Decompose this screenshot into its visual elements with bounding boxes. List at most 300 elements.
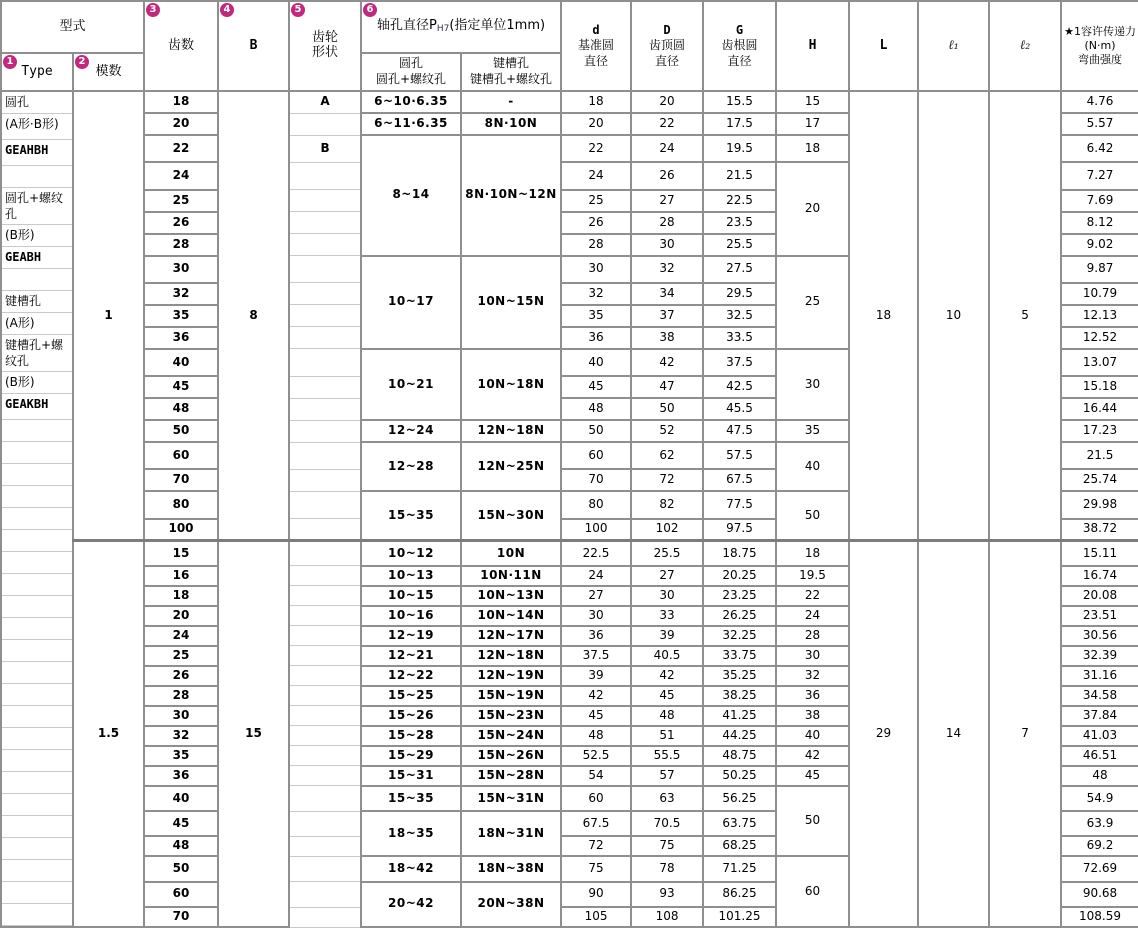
shape-cell	[289, 376, 361, 398]
header-module	[73, 53, 144, 91]
bore-round-cell: 15~25	[361, 686, 461, 706]
type-item-empty	[2, 838, 72, 860]
teeth-cell: 80	[144, 491, 218, 518]
ell2-label: ℓ₂	[1019, 37, 1031, 53]
force-cell: 38.72	[1061, 519, 1138, 541]
G-cell: 21.5	[703, 162, 776, 189]
teeth-cell: 20	[144, 606, 218, 626]
shape-cell	[289, 726, 361, 746]
teeth-cell: 48	[144, 398, 218, 420]
shape-cell	[289, 541, 361, 566]
bore-round-cell: 20~42	[361, 882, 461, 927]
shape-cell	[289, 766, 361, 786]
force-cell: 17.23	[1061, 420, 1138, 442]
bore-round-cell: 6~10·6.35	[361, 91, 461, 113]
l-label: L	[879, 37, 888, 53]
d-cell: 32	[561, 283, 631, 305]
teeth-cell: 18	[144, 91, 218, 113]
G-cell: 32.5	[703, 305, 776, 327]
D-cell: 70.5	[631, 811, 703, 836]
shape-cell	[289, 442, 361, 469]
ell1-cell: 10	[918, 91, 989, 541]
G-cell: 20.25	[703, 566, 776, 586]
bore-round-cell: 15~35	[361, 786, 461, 811]
h-cell: 17	[776, 113, 849, 135]
ell2-cell: 7	[989, 541, 1061, 927]
d-cell: 48	[561, 726, 631, 746]
type-item: 键槽孔	[2, 291, 72, 313]
bore-round-cell: 12~21	[361, 646, 461, 666]
type-item-empty	[2, 552, 72, 574]
h-cell: 18	[776, 135, 849, 162]
teeth-cell: 60	[144, 442, 218, 469]
force-cell: 9.87	[1061, 256, 1138, 283]
force-cell: 8.12	[1061, 212, 1138, 234]
teeth-cell: 26	[144, 666, 218, 686]
D-cell: 42	[631, 666, 703, 686]
D-cell: 25.5	[631, 541, 703, 566]
teeth-cell: 48	[144, 836, 218, 856]
type-item-empty	[2, 662, 72, 684]
D-cell: 48	[631, 706, 703, 726]
D-cell: 34	[631, 283, 703, 305]
force-cell: 6.42	[1061, 135, 1138, 162]
force-cell: 37.84	[1061, 706, 1138, 726]
bore-key-cell: 15N~30N	[461, 491, 561, 540]
h-cell: 50	[776, 491, 849, 540]
d-symbol: d	[592, 22, 600, 37]
D-cell: 57	[631, 766, 703, 786]
G-cell: 56.25	[703, 786, 776, 811]
h-cell: 30	[776, 646, 849, 666]
h-cell: 45	[776, 766, 849, 786]
bore-key-cell: 18N~31N	[461, 811, 561, 856]
d-cell: 36	[561, 327, 631, 349]
shape-cell	[289, 836, 361, 856]
module-label: 模数	[95, 63, 122, 79]
table-header	[1, 1, 1138, 91]
type-item-empty	[2, 860, 72, 882]
bore-key-cell: 15N~24N	[461, 726, 561, 746]
G-cell: 45.5	[703, 398, 776, 420]
d-cell: 52.5	[561, 746, 631, 766]
G-cell: 33.75	[703, 646, 776, 666]
h-cell: 22	[776, 586, 849, 606]
bore-key-cell: 20N~38N	[461, 882, 561, 927]
bore-round-line1: 圆孔	[399, 56, 424, 71]
d-cell: 90	[561, 882, 631, 907]
d-label-line1: 基准圆	[578, 38, 615, 53]
type-item-empty	[2, 508, 72, 530]
bore-key-cell: 10N·11N	[461, 566, 561, 586]
h-cell: 40	[776, 726, 849, 746]
type-item: GEABH	[2, 247, 72, 269]
h-cell: 35	[776, 420, 849, 442]
G-cell: 48.75	[703, 746, 776, 766]
d-cell: 18	[561, 91, 631, 113]
b-label: B	[249, 37, 258, 53]
l-cell: 18	[849, 91, 918, 541]
D-label-line1: 齿顶圆	[649, 38, 686, 53]
bore-key-cell: 15N~31N	[461, 786, 561, 811]
type-item-empty	[2, 596, 72, 618]
force-cell: 7.69	[1061, 190, 1138, 212]
G-cell: 71.25	[703, 856, 776, 881]
type-column-cell	[1, 91, 73, 927]
bore-key-cell: 18N~38N	[461, 856, 561, 881]
G-cell: 37.5	[703, 349, 776, 376]
bore-key-cell: 15N~26N	[461, 746, 561, 766]
badge-1-icon: 1	[3, 55, 17, 69]
force-cell: 15.18	[1061, 376, 1138, 398]
G-cell: 15.5	[703, 91, 776, 113]
type-item-empty	[2, 904, 72, 926]
bore-label-post: (指定单位1mm)	[449, 18, 546, 34]
bore-round-cell: 15~26	[361, 706, 461, 726]
D-cell: 52	[631, 420, 703, 442]
header-type	[1, 53, 73, 91]
force-cell: 90.68	[1061, 882, 1138, 907]
b-width-cell: 15	[218, 541, 289, 927]
shape-cell	[289, 113, 361, 135]
force-label-line1: ★1容许传递力	[1064, 25, 1136, 39]
teeth-cell: 15	[144, 541, 218, 566]
shape-cell	[289, 420, 361, 442]
D-cell: 26	[631, 162, 703, 189]
b-width-cell: 8	[218, 91, 289, 541]
badge-6-icon: 6	[363, 3, 377, 17]
G-cell: 18.75	[703, 541, 776, 566]
type-item-empty	[2, 420, 72, 442]
force-cell: 54.9	[1061, 786, 1138, 811]
type-item-empty	[2, 618, 72, 640]
force-cell: 20.08	[1061, 586, 1138, 606]
bore-key-cell: 12N~17N	[461, 626, 561, 646]
h-cell: 42	[776, 746, 849, 766]
shape-cell	[289, 162, 361, 189]
h-cell: 60	[776, 856, 849, 927]
D-cell: 32	[631, 256, 703, 283]
D-cell: 37	[631, 305, 703, 327]
shape-cell	[289, 469, 361, 491]
type-item: GEAHBH	[2, 140, 72, 166]
shape-cell	[289, 856, 361, 881]
bore-key-cell: 12N~25N	[461, 442, 561, 491]
teeth-cell: 50	[144, 420, 218, 442]
h-cell: 30	[776, 349, 849, 420]
shape-cell	[289, 746, 361, 766]
bore-round-cell: 6~11·6.35	[361, 113, 461, 135]
type-item-empty	[2, 772, 72, 794]
D-cell: 28	[631, 212, 703, 234]
teeth-cell: 60	[144, 882, 218, 907]
d-cell: 39	[561, 666, 631, 686]
shape-cell	[289, 907, 361, 927]
bore-key-cell: 10N~13N	[461, 586, 561, 606]
bore-round-cell: 18~35	[361, 811, 461, 856]
bore-key-line1: 键槽孔	[493, 56, 530, 71]
teeth-cell: 36	[144, 327, 218, 349]
d-cell: 25	[561, 190, 631, 212]
bore-round-cell: 10~21	[361, 349, 461, 420]
shape-cell	[289, 666, 361, 686]
h-cell: 15	[776, 91, 849, 113]
type-item-empty	[2, 442, 72, 464]
force-cell: 25.74	[1061, 469, 1138, 491]
header-G	[703, 1, 776, 91]
h-cell: 32	[776, 666, 849, 686]
d-cell: 24	[561, 566, 631, 586]
teeth-cell: 25	[144, 190, 218, 212]
teeth-cell: 35	[144, 305, 218, 327]
force-cell: 32.39	[1061, 646, 1138, 666]
h-cell: 25	[776, 256, 849, 349]
shape-cell	[289, 646, 361, 666]
D-cell: 55.5	[631, 746, 703, 766]
teeth-cell: 32	[144, 726, 218, 746]
d-cell: 30	[561, 606, 631, 626]
teeth-cell: 26	[144, 212, 218, 234]
header-bore-group	[361, 1, 561, 53]
table-body	[1, 91, 1138, 927]
D-cell: 45	[631, 686, 703, 706]
G-cell: 38.25	[703, 686, 776, 706]
bore-key-cell: 15N~23N	[461, 706, 561, 726]
D-cell: 108	[631, 907, 703, 927]
type-item: GEAKBH	[2, 394, 72, 420]
teeth-cell: 24	[144, 162, 218, 189]
header-shape	[289, 1, 361, 91]
D-cell: 40.5	[631, 646, 703, 666]
G-cell: 97.5	[703, 519, 776, 541]
header-b	[218, 1, 289, 91]
G-cell: 77.5	[703, 491, 776, 518]
D-cell: 63	[631, 786, 703, 811]
bore-key-line2: 键槽孔+螺纹孔	[469, 72, 553, 86]
h-cell: 19.5	[776, 566, 849, 586]
G-cell: 47.5	[703, 420, 776, 442]
shape-cell	[289, 606, 361, 626]
bore-key-cell: 10N~15N	[461, 256, 561, 349]
module-cell: 1	[73, 91, 144, 541]
D-cell: 62	[631, 442, 703, 469]
bore-key-cell: 10N~18N	[461, 349, 561, 420]
force-cell: 108.59	[1061, 907, 1138, 927]
d-cell: 45	[561, 706, 631, 726]
shape-cell	[289, 519, 361, 541]
d-cell: 70	[561, 469, 631, 491]
force-label-line3: 弯曲强度	[1078, 52, 1123, 66]
shape-cell	[289, 283, 361, 305]
type-item-empty	[2, 640, 72, 662]
G-cell: 23.5	[703, 212, 776, 234]
h-cell: 40	[776, 442, 849, 491]
bore-key-cell: 15N~19N	[461, 686, 561, 706]
teeth-cell: 22	[144, 135, 218, 162]
ell2-cell: 5	[989, 91, 1061, 541]
type-item: (A形)	[2, 313, 72, 335]
D-cell: 22	[631, 113, 703, 135]
bore-round-cell: 10~16	[361, 606, 461, 626]
teeth-cell: 35	[144, 746, 218, 766]
G-cell: 57.5	[703, 442, 776, 469]
type-group-label: 型式	[59, 18, 86, 34]
d-cell: 35	[561, 305, 631, 327]
bore-key-cell: 12N~18N	[461, 420, 561, 442]
d-cell: 24	[561, 162, 631, 189]
G-label-line2: 直径	[727, 53, 752, 68]
G-cell: 17.5	[703, 113, 776, 135]
shape-cell	[289, 212, 361, 234]
type-item: 键槽孔+螺纹孔	[2, 335, 72, 372]
table-row	[1, 91, 1138, 113]
teeth-cell: 25	[144, 646, 218, 666]
badge-2-icon: 2	[75, 55, 89, 69]
force-cell: 13.07	[1061, 349, 1138, 376]
h-cell: 20	[776, 162, 849, 255]
teeth-cell: 100	[144, 519, 218, 541]
type-item-empty	[2, 530, 72, 552]
shape-cell	[289, 626, 361, 646]
teeth-cell: 28	[144, 234, 218, 256]
bore-round-cell: 10~13	[361, 566, 461, 586]
type-item-empty	[2, 816, 72, 838]
teeth-cell: 70	[144, 469, 218, 491]
D-cell: 30	[631, 586, 703, 606]
G-cell: 35.25	[703, 666, 776, 686]
force-cell: 9.02	[1061, 234, 1138, 256]
d-cell: 48	[561, 398, 631, 420]
teeth-cell: 50	[144, 856, 218, 881]
D-symbol: D	[663, 22, 671, 37]
shape-cell	[289, 256, 361, 283]
shape-cell	[289, 706, 361, 726]
teeth-cell: 16	[144, 566, 218, 586]
D-cell: 93	[631, 882, 703, 907]
bore-round-cell: 12~24	[361, 420, 461, 442]
teeth-cell: 36	[144, 766, 218, 786]
shape-label-line2: 形状	[312, 45, 339, 60]
type-item-empty	[2, 882, 72, 904]
bore-round-cell: 10~15	[361, 586, 461, 606]
header-type-group	[1, 1, 144, 53]
type-item-empty	[2, 728, 72, 750]
force-cell: 69.2	[1061, 836, 1138, 856]
force-cell: 12.13	[1061, 305, 1138, 327]
d-cell: 42	[561, 686, 631, 706]
d-cell: 60	[561, 442, 631, 469]
type-item: 圆孔	[2, 92, 72, 114]
type-item-empty	[2, 269, 72, 291]
force-cell: 23.51	[1061, 606, 1138, 626]
force-cell: 34.58	[1061, 686, 1138, 706]
type-item-empty	[2, 794, 72, 816]
d-cell: 36	[561, 626, 631, 646]
G-cell: 68.25	[703, 836, 776, 856]
bore-key-cell: 12N~19N	[461, 666, 561, 686]
d-cell: 72	[561, 836, 631, 856]
D-cell: 20	[631, 91, 703, 113]
shape-cell	[289, 586, 361, 606]
D-cell: 24	[631, 135, 703, 162]
G-label-line1: 齿根圆	[721, 38, 758, 53]
D-cell: 82	[631, 491, 703, 518]
h-cell: 36	[776, 686, 849, 706]
d-cell: 105	[561, 907, 631, 927]
header-d	[561, 1, 631, 91]
teeth-cell: 28	[144, 686, 218, 706]
G-cell: 33.5	[703, 327, 776, 349]
header-ell2	[989, 1, 1061, 91]
D-cell: 78	[631, 856, 703, 881]
G-symbol: G	[735, 22, 744, 37]
D-cell: 33	[631, 606, 703, 626]
force-cell: 5.57	[1061, 113, 1138, 135]
D-cell: 102	[631, 519, 703, 541]
h-label: H	[808, 37, 817, 53]
bore-round-cell: 12~22	[361, 666, 461, 686]
teeth-cell: 20	[144, 113, 218, 135]
d-cell: 28	[561, 234, 631, 256]
G-cell: 32.25	[703, 626, 776, 646]
G-cell: 22.5	[703, 190, 776, 212]
shape-cell	[289, 686, 361, 706]
force-cell: 48	[1061, 766, 1138, 786]
d-cell: 100	[561, 519, 631, 541]
bore-key-cell: -	[461, 91, 561, 113]
bore-round-cell: 10~12	[361, 541, 461, 566]
type-item: (B形)	[2, 225, 72, 247]
type-item: (A形·B形)	[2, 114, 72, 140]
d-cell: 67.5	[561, 811, 631, 836]
teeth-cell: 45	[144, 811, 218, 836]
d-cell: 20	[561, 113, 631, 135]
G-cell: 50.25	[703, 766, 776, 786]
bore-round-cell: 12~19	[361, 626, 461, 646]
badge-4-icon: 4	[220, 3, 234, 17]
bore-key-cell: 15N~28N	[461, 766, 561, 786]
D-cell: 75	[631, 836, 703, 856]
badge-5-icon: 5	[291, 3, 305, 17]
bore-round-cell: 15~28	[361, 726, 461, 746]
force-cell: 4.76	[1061, 91, 1138, 113]
type-item-empty	[2, 706, 72, 728]
D-cell: 47	[631, 376, 703, 398]
type-item-empty	[2, 166, 72, 188]
force-label-line2: (N·m)	[1084, 39, 1116, 53]
type-label: Type	[21, 63, 53, 79]
header-h	[776, 1, 849, 91]
bore-key-cell: 8N·10N	[461, 113, 561, 135]
G-cell: 86.25	[703, 882, 776, 907]
h-cell: 50	[776, 786, 849, 857]
bore-key-cell: 10N	[461, 541, 561, 566]
d-cell: 60	[561, 786, 631, 811]
bore-round-cell: 15~35	[361, 491, 461, 540]
shape-cell	[289, 491, 361, 518]
D-cell: 27	[631, 190, 703, 212]
shape-cell	[289, 786, 361, 811]
D-cell: 38	[631, 327, 703, 349]
force-cell: 72.69	[1061, 856, 1138, 881]
G-cell: 101.25	[703, 907, 776, 927]
h-cell: 18	[776, 541, 849, 566]
header-ell1	[918, 1, 989, 91]
shape-cell	[289, 234, 361, 256]
header-bore-round	[361, 53, 461, 91]
G-cell: 25.5	[703, 234, 776, 256]
D-cell: 39	[631, 626, 703, 646]
